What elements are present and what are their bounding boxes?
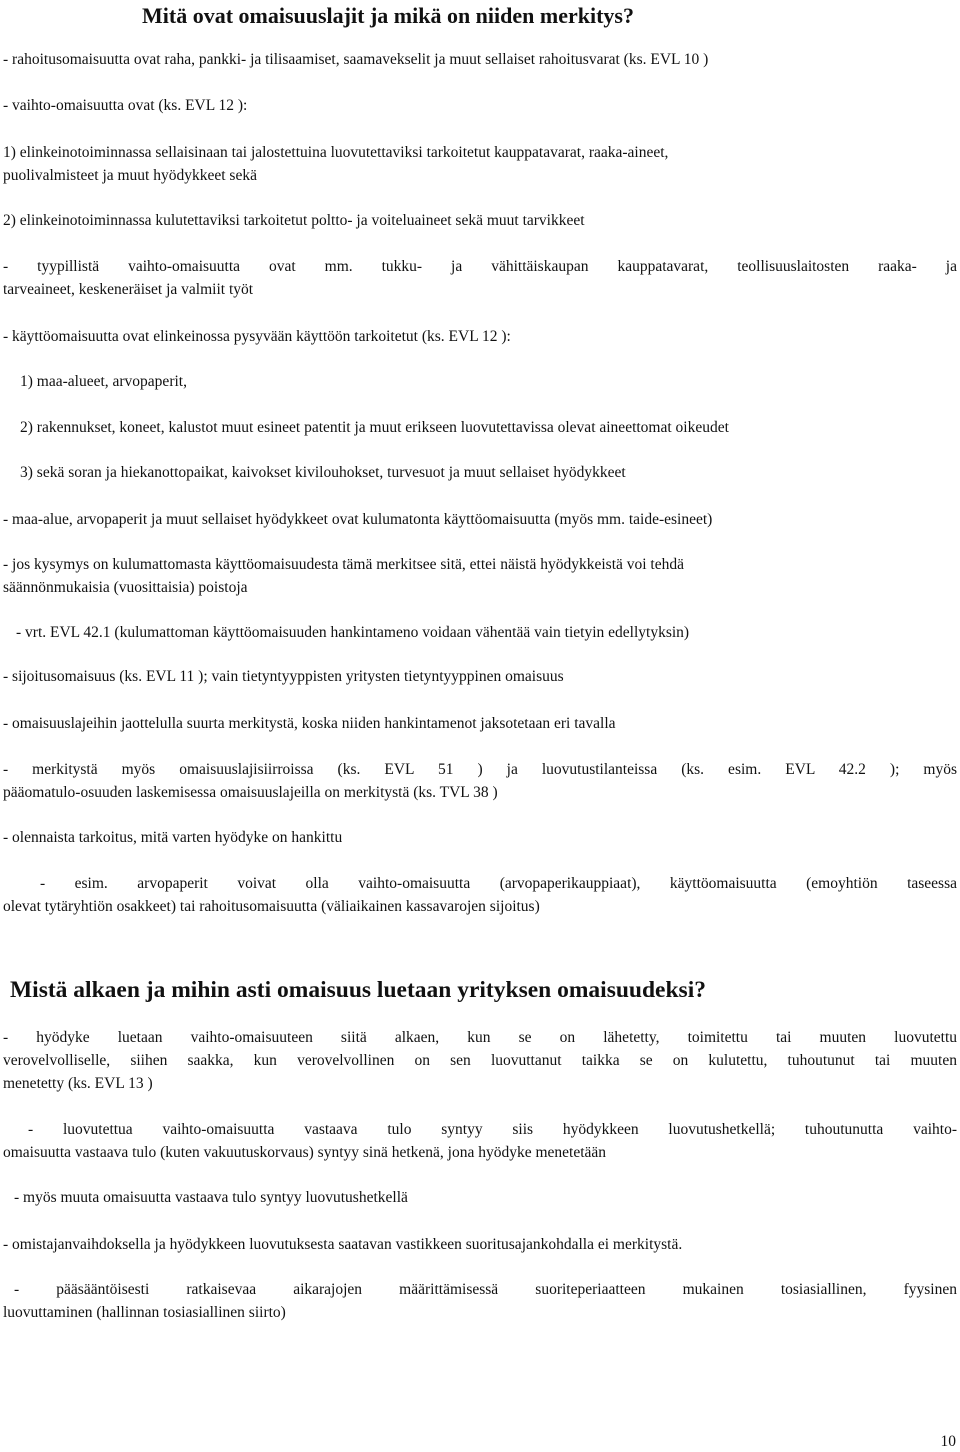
text-line: menetetty (ks. EVL 13 ) — [3, 1075, 153, 1092]
text-line: 2) rakennukset, koneet, kalustot muut esineet patentit ja muut erikseen luovutettavissa olevat aineettomat oikeudet — [20, 419, 729, 436]
text-line: - hyödyke luetaan vaihto-omaisuuteen siitä alkaen, kun se on lähetetty, toimitettu tai muuten luovutettu — [3, 1029, 957, 1046]
page-number: 10 — [940, 1433, 956, 1450]
text-line: - käyttöomaisuutta ovat elinkeinossa pysyvään käyttöön tarkoitetut (ks. EVL 12 ): — [3, 328, 511, 345]
text-line: 1) maa-alueet, arvopaperit, — [20, 373, 187, 390]
text-line: omaisuutta vastaava tulo (kuten vakuutuskorvaus) syntyy sinä hetkenä, jona hyödyke menetetään — [3, 1144, 607, 1161]
text-line: - omistajanvaihdoksella ja hyödykkeen luovutuksesta saatavan vastikkeen suoritusajankohdalla ei merkitystä. — [3, 1236, 683, 1253]
text-line: - tyypillistä vaihto-omaisuutta ovat mm. tukku- ja vähittäiskaupan kauppatavarat, teollisuuslaitosten raaka- ja — [3, 258, 957, 275]
text-line: olevat tytäryhtiön osakkeet) tai rahoitusomaisuutta (väliaikainen kassavarojen sijoitus) — [3, 898, 540, 915]
text-line: - olennaista tarkoitus, mitä varten hyödyke on hankittu — [3, 829, 343, 846]
text-line: - maa-alue, arvopaperit ja muut sellaiset hyödykkeet ovat kulumatonta käyttöomaisuutta (myös mm. taide-esineet) — [3, 511, 713, 528]
text-line: - vrt. EVL 42.1 (kulumattoman käyttöomaisuuden hankintameno voidaan vähentää vain tietyin edellytyksin) — [16, 624, 690, 641]
text-line: 2) elinkeinotoiminnassa kulutettaviksi tarkoitetut poltto- ja voiteluaineet sekä muut tarvikkeet — [3, 212, 585, 229]
text-line: - luovutettua vaihto-omaisuutta vastaava tulo syntyy siis hyödykkeen luovutushetkellä; tuhoutunutta vaihto- — [28, 1121, 957, 1138]
text-line: - pääsääntöisesti ratkaisevaa aikarajojen määrittämisessä suoriteperiaatteen mukainen tosiasiallinen, fyysinen — [14, 1281, 957, 1298]
text-line: - vaihto-omaisuutta ovat (ks. EVL 12 ): — [3, 97, 248, 114]
text-line: - omaisuuslajeihin jaottelulla suurta merkitystä, koska niiden hankintamenot jaksotetaan eri tavalla — [3, 715, 616, 732]
section-heading-ownership-period: Mistä alkaen ja mihin asti omaisuus luetaan yrityksen omaisuudeksi? — [10, 977, 706, 1003]
text-line: säännönmukaisia (vuosittaisia) poistoja — [3, 579, 248, 596]
text-line: puolivalmisteet ja muut hyödykkeet sekä — [3, 167, 257, 184]
text-line: - sijoitusomaisuus (ks. EVL 11 ); vain tietyntyyppisten yritysten tietyntyyppinen omaisuus — [3, 668, 564, 685]
text-line: - esim. arvopaperit voivat olla vaihto-omaisuutta (arvopaperikauppiaat), käyttöomaisuutta (emoyhtiön taseessa — [40, 875, 957, 892]
text-line: verovelvolliselle, siihen saakka, kun verovelvollinen on sen luovuttanut taikka se on kulutettu, tuhoutunut tai muuten — [3, 1052, 957, 1069]
text-line: - rahoitusomaisuutta ovat raha, pankki- ja tilisaamiset, saamavekselit ja muut sellaiset rahoitusvarat (ks. EVL 10 ) — [3, 51, 709, 68]
text-line: tarveaineet, keskeneräiset ja valmiit työt — [3, 281, 254, 298]
text-line: 3) sekä soran ja hiekanottopaikat, kaivokset kivilouhokset, turvesuot ja muut sellaiset hyödykkeet — [20, 464, 626, 481]
text-line: - jos kysymys on kulumattomasta käyttöomaisuudesta tämä merkitsee sitä, ettei näistä hyödykkeistä voi tehdä — [3, 556, 685, 573]
text-line: 1) elinkeinotoiminnassa sellaisinaan tai jalostettuina luovutettaviksi tarkoitetut kauppatavarat, raaka-aineet, — [3, 144, 669, 161]
text-line: luovuttaminen (hallinnan tosiasiallinen siirto) — [3, 1304, 286, 1321]
text-line: - merkitystä myös omaisuuslajisiirroissa (ks. EVL 51 ) ja luovutustilanteissa (ks. esim. EVL 42.2 ); myös — [3, 761, 957, 778]
section-heading-asset-types: Mitä ovat omaisuuslajit ja mikä on niiden merkitys? — [142, 3, 634, 28]
text-line: pääomatulo-osuuden laskemisessa omaisuuslajeilla on merkitystä (ks. TVL 38 ) — [3, 784, 498, 801]
text-line: - myös muuta omaisuutta vastaava tulo syntyy luovutushetkellä — [14, 1189, 408, 1206]
